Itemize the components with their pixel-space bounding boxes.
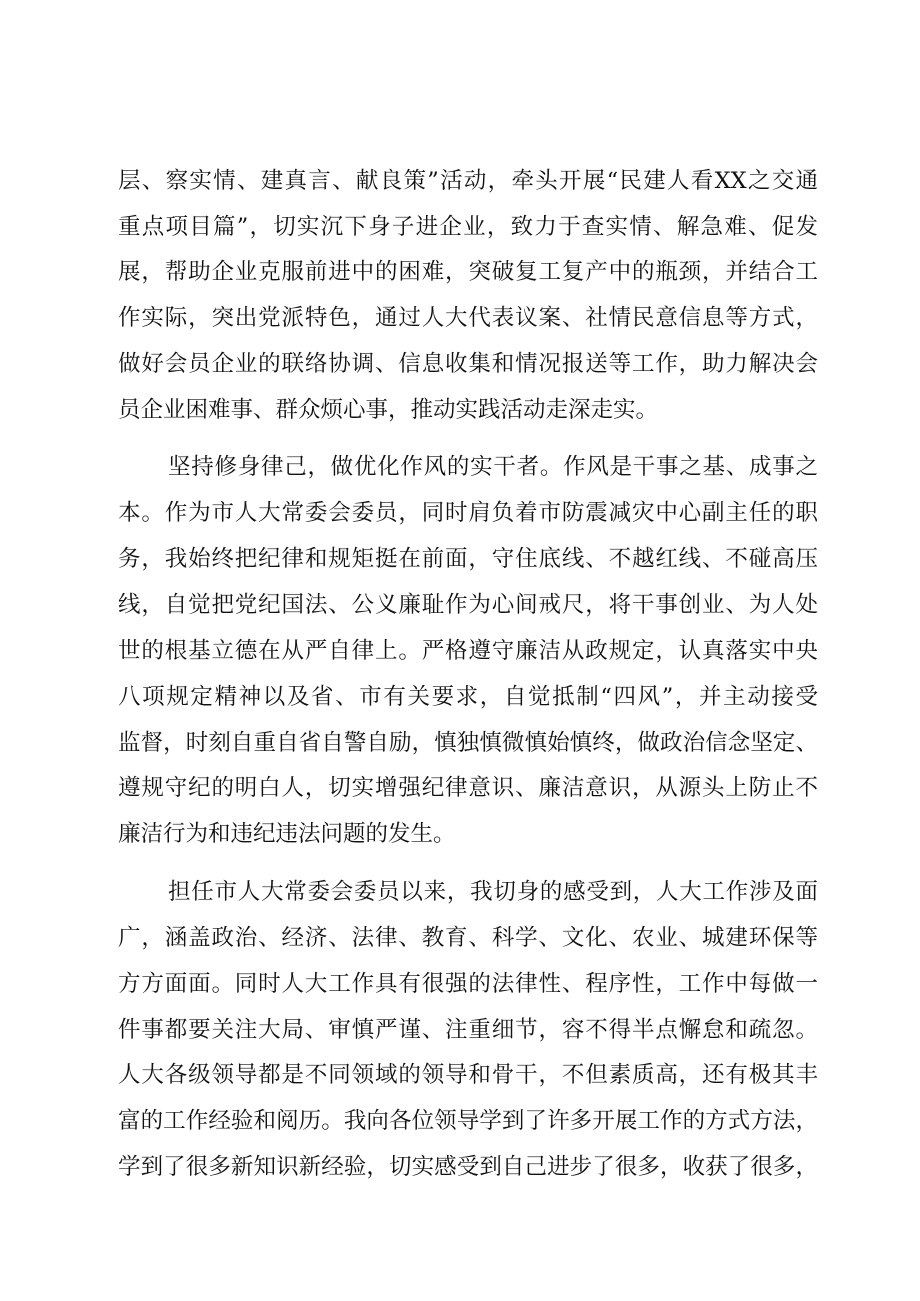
text-line: 广，涵盖政治、经济、法律、教育、科学、文化、农业、城建环保等 (118, 925, 818, 951)
text-line: 本。作为市人大常委会委员，同时肩负着市防震减灾中心副主任的职 (118, 500, 818, 526)
paragraph-first-line: 坚持修身律己，做优化作风的实干者。作风是干事之基、成事之 (168, 454, 818, 480)
text-line: 做好会员企业的联络协调、信息收集和情况报送等工作，助力解决会 (118, 351, 818, 377)
text-line: 富的工作经验和阅历。我向各位领导学到了许多开展工作的方式方法， (118, 1108, 818, 1134)
text-line: 监督，时刻自重自省自警自励，慎独慎微慎始慎终，做政治信念坚定、 (118, 730, 818, 756)
text-line: 重点项目篇”，切实沉下身子进企业，致力于查实情、解急难、促发 (118, 214, 818, 240)
text-line: 件事都要关注大局、审慎严谨、注重细节，容不得半点懈怠和疏忽。 (118, 1017, 818, 1043)
text-line: 遵规守纪的明白人，切实增强纪律意识、廉洁意识，从源头上防止不 (118, 775, 818, 801)
text-line: 展，帮助企业克服前进中的困难，突破复工复产中的瓶颈，并结合工 (118, 259, 818, 285)
text-line: 廉洁行为和违纪违法问题的发生。 (118, 821, 456, 847)
text-line: 作实际，突出党派特色，通过人大代表议案、社情民意信息等方式， (118, 305, 818, 331)
text-line: 方方面面。同时人大工作具有很强的法律性、程序性，工作中每做一 (118, 971, 818, 997)
text-line: 层、察实情、建真言、献良策”活动，牵头开展“民建人看XX之交通 (118, 168, 818, 194)
text-line: 线，自觉把党纪国法、公义廉耻作为心间戒尺，将干事创业、为人处 (118, 592, 818, 618)
text-line: 世的根基立德在从严自律上。严格遵守廉洁从政规定，认真落实中央 (118, 638, 818, 664)
text-line: 务，我始终把纪律和规矩挺在前面，守住底线、不越红线、不碰高压 (118, 546, 818, 572)
text-line: 员企业困难事、群众烦心事，推动实践活动走深走实。 (118, 397, 659, 423)
text-line: 八项规定精神以及省、市有关要求，自觉抵制“四风”，并主动接受 (118, 684, 818, 710)
text-line: 学到了很多新知识新经验，切实感受到自己进步了很多，收获了很多， (118, 1154, 818, 1180)
paragraph-first-line: 担任市人大常委会委员以来，我切身的感受到，人大工作涉及面 (168, 879, 818, 905)
text-line: 人大各级领导都是不同领域的领导和骨干，不但素质高，还有极其丰 (118, 1062, 818, 1088)
